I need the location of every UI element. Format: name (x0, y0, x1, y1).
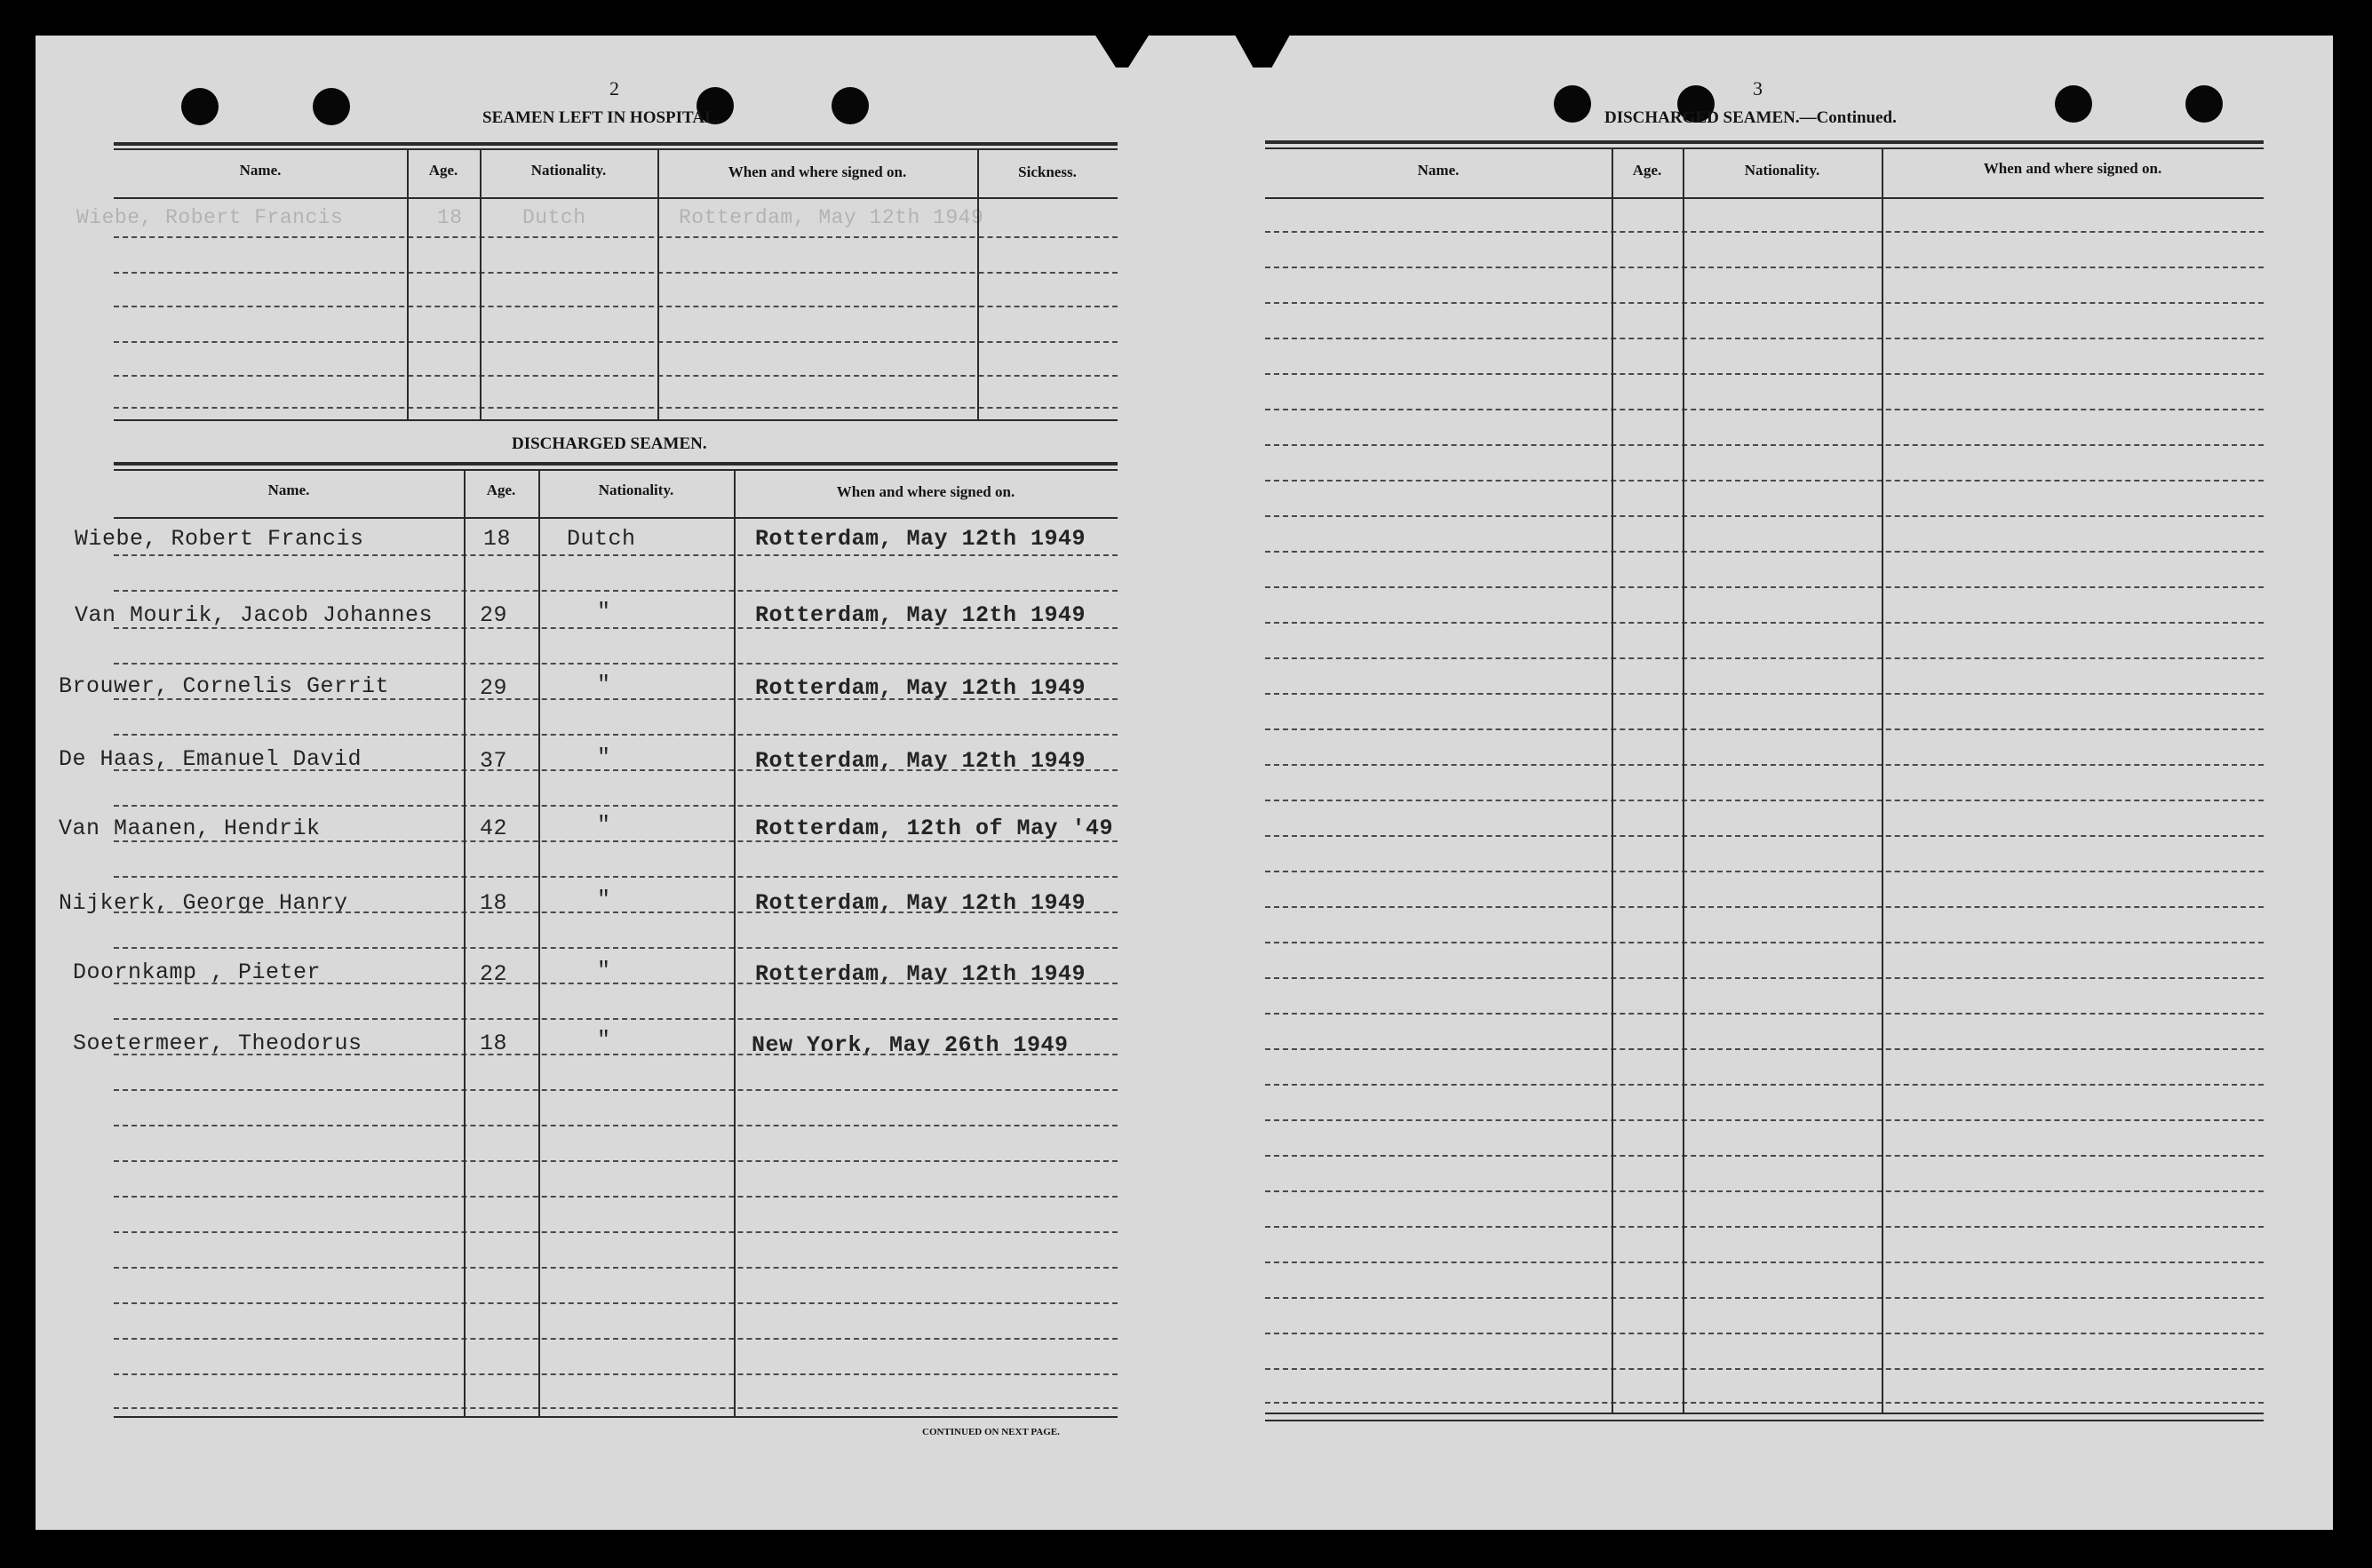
punch-hole (2055, 85, 2092, 123)
row-line (1265, 657, 2264, 659)
row-line (1265, 1402, 2264, 1404)
continued-note: CONTINUED ON NEXT PAGE. (922, 1427, 1060, 1437)
discharged-row-5-nationality: " (597, 812, 611, 838)
row-line (1265, 942, 2264, 943)
row-line (1265, 800, 2264, 801)
row-line (114, 1089, 1118, 1091)
hospital-faint-signed-on: Rotterdam, May 12th 1949 (679, 206, 984, 229)
rule (1265, 147, 2264, 149)
row-line (1265, 1226, 2264, 1228)
hospital-faint-age: 18 (437, 206, 463, 229)
page-number-right: 3 (1753, 77, 1763, 99)
row-line (1265, 373, 2264, 375)
row-line (1265, 444, 2264, 446)
row-line (1265, 409, 2264, 410)
hospital-section-title: SEAMEN LEFT IN HOSPITAL. (482, 108, 720, 127)
rule (114, 1416, 1118, 1418)
row-line (114, 1267, 1118, 1269)
discharged-row-3-name: Brouwer, Cornelis Gerrit (59, 673, 390, 699)
row-line (114, 236, 1118, 238)
punch-hole (2185, 85, 2223, 123)
row-line (114, 341, 1118, 343)
discharged-row-2-signed-on: Rotterdam, May 12th 1949 (755, 602, 1087, 628)
discharged-col-nationality: Nationality. (598, 482, 674, 498)
row-line (114, 1018, 1118, 1020)
row-line (1265, 267, 2264, 268)
row-line (1265, 1262, 2264, 1263)
row-line (114, 1196, 1118, 1198)
row-line (114, 805, 1118, 807)
row-line (1265, 1368, 2264, 1370)
discharged-row-7-nationality: " (597, 958, 611, 983)
rule (114, 148, 1118, 150)
row-line (114, 1125, 1118, 1126)
column-divider (407, 148, 409, 419)
row-line (114, 663, 1118, 665)
discharged-row-2-age: 29 (480, 602, 508, 628)
column-divider (480, 148, 482, 419)
discharged-col-age: Age. (486, 482, 516, 498)
row-line (114, 272, 1118, 274)
column-divider (657, 148, 659, 419)
row-line (114, 590, 1118, 592)
column-divider (734, 469, 736, 1416)
row-line (1265, 586, 2264, 588)
rule (1265, 140, 2264, 144)
discharged-row-4-nationality: " (597, 744, 611, 770)
row-line (114, 1373, 1118, 1375)
right-col-name: Name. (1417, 162, 1460, 179)
hospital-col-age: Age. (428, 162, 458, 179)
row-line (1265, 764, 2264, 766)
discharged-col-name: Name. (267, 482, 310, 498)
row-line (1265, 1013, 2264, 1015)
row-line (1265, 728, 2264, 730)
discharged-row-7-age: 22 (480, 961, 508, 987)
discharged-section-title: DISCHARGED SEAMEN. (512, 434, 707, 453)
rule (1265, 1413, 2264, 1414)
row-line (114, 375, 1118, 377)
discharged-row-4-signed-on: Rotterdam, May 12th 1949 (755, 748, 1087, 774)
row-line (114, 407, 1118, 409)
row-line (1265, 622, 2264, 624)
discharged-row-7-name: Doornkamp , Pieter (73, 959, 322, 985)
row-line (1265, 1155, 2264, 1157)
row-line (114, 1338, 1118, 1340)
row-line (1265, 1119, 2264, 1121)
row-line (114, 983, 1118, 984)
discharged-row-5-age: 42 (480, 816, 508, 841)
hospital-col-sickness: Sickness. (1018, 163, 1077, 180)
hospital-col-signed-on: When and where signed on. (728, 163, 907, 180)
rule (1265, 1420, 2264, 1421)
discharged-row-8-signed-on: New York, May 26th 1949 (752, 1032, 1069, 1058)
rule (114, 517, 1118, 519)
row-line (114, 1407, 1118, 1409)
hospital-faint-nationality: Dutch (522, 206, 586, 229)
discharged-row-8-age: 18 (480, 1031, 508, 1056)
hospital-col-name: Name. (239, 162, 282, 179)
hospital-col-nationality: Nationality. (530, 162, 607, 179)
discharged-row-6-signed-on: Rotterdam, May 12th 1949 (755, 890, 1087, 916)
row-line (114, 554, 1118, 556)
column-divider (1683, 147, 1684, 1413)
row-line (114, 769, 1118, 771)
row-line (114, 1231, 1118, 1233)
column-divider (1882, 147, 1883, 1413)
row-line (1265, 1190, 2264, 1192)
row-line (1265, 1333, 2264, 1334)
discharged-row-1-name: Wiebe, Robert Francis (75, 526, 364, 552)
discharged-row-4-age: 37 (480, 748, 508, 774)
row-line (114, 911, 1118, 913)
row-line (114, 1160, 1118, 1162)
discharged-row-2-name: Van Mourik, Jacob Johannes (75, 602, 434, 628)
row-line (114, 306, 1118, 307)
row-line (1265, 977, 2264, 979)
discharged-row-3-nationality: " (597, 672, 611, 697)
punch-hole (1554, 85, 1591, 123)
discharged-row-5-signed-on: Rotterdam, 12th of May '49 (755, 816, 1114, 841)
discharged-row-8-name: Soetermeer, Theodorus (73, 1031, 362, 1056)
row-line (114, 698, 1118, 700)
discharged-row-8-nationality: " (597, 1027, 611, 1053)
row-line (114, 947, 1118, 949)
row-line (1265, 302, 2264, 304)
discharged-row-1-age: 18 (483, 526, 512, 552)
discharged-row-7-signed-on: Rotterdam, May 12th 1949 (755, 961, 1087, 987)
discharged-row-1-nationality: Dutch (567, 526, 636, 552)
row-line (1265, 1084, 2264, 1086)
column-divider (977, 148, 979, 419)
discharged-row-6-nationality: " (597, 887, 611, 912)
discharged-row-5-name: Van Maanen, Hendrik (59, 816, 321, 841)
row-line (1265, 1048, 2264, 1050)
row-line (114, 1302, 1118, 1304)
rule (114, 469, 1118, 471)
discharged-col-signed-on: When and where signed on. (836, 483, 1015, 500)
row-line (114, 840, 1118, 842)
right-col-signed-on: When and where signed on. (1983, 160, 2162, 177)
row-line (1265, 871, 2264, 872)
row-line (1265, 338, 2264, 339)
rule (1265, 197, 2264, 199)
row-line (1265, 835, 2264, 837)
row-line (114, 1054, 1118, 1055)
right-section-title: DISCHARGED SEAMEN.—Continued. (1604, 108, 1897, 127)
right-col-nationality: Nationality. (1744, 162, 1820, 179)
discharged-row-2-nationality: " (597, 599, 611, 625)
rule (114, 197, 1118, 199)
page-number-left: 2 (609, 77, 619, 99)
rule (114, 419, 1118, 421)
row-line (114, 876, 1118, 878)
column-divider (538, 469, 540, 1416)
row-line (1265, 906, 2264, 908)
row-line (1265, 231, 2264, 233)
column-divider (464, 469, 466, 1416)
punch-hole (181, 88, 219, 125)
hospital-faint-name: Wiebe, Robert Francis (76, 206, 344, 229)
row-line (114, 734, 1118, 736)
row-line (114, 627, 1118, 629)
punch-hole (832, 87, 869, 124)
column-divider (1612, 147, 1613, 1413)
right-col-age: Age. (1632, 162, 1662, 179)
discharged-row-3-signed-on: Rotterdam, May 12th 1949 (755, 675, 1087, 701)
row-line (1265, 1297, 2264, 1299)
rule (114, 142, 1118, 146)
discharged-row-1-signed-on: Rotterdam, May 12th 1949 (755, 526, 1087, 552)
punch-hole (313, 88, 350, 125)
discharged-row-3-age: 29 (480, 675, 508, 701)
manifest-sheet (36, 36, 2333, 1530)
row-line (1265, 551, 2264, 553)
discharged-row-6-name: Nijkerk, George Hanry (59, 890, 348, 916)
discharged-row-6-age: 18 (480, 890, 508, 916)
discharged-row-4-name: De Haas, Emanuel David (59, 746, 362, 772)
row-line (1265, 515, 2264, 517)
rule (114, 462, 1118, 466)
row-line (1265, 480, 2264, 482)
row-line (1265, 693, 2264, 695)
